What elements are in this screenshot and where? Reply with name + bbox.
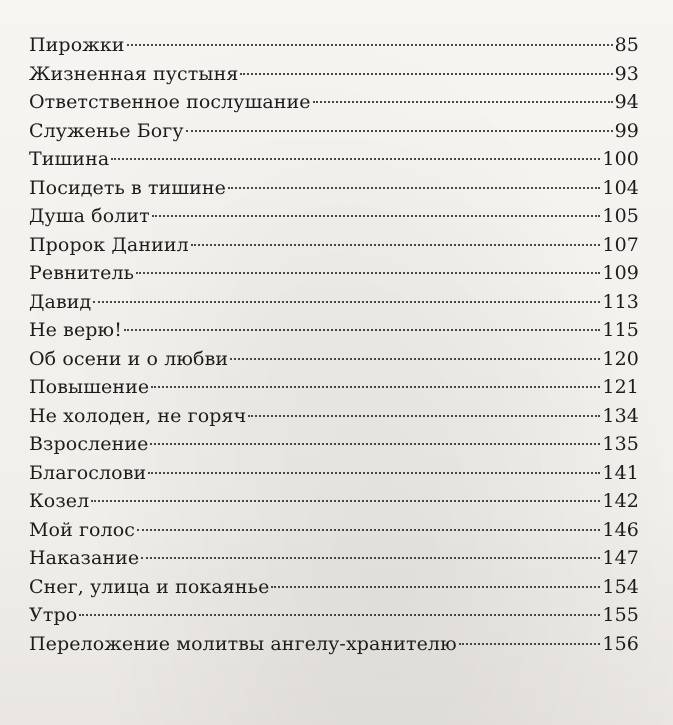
toc-title: Повышение xyxy=(29,376,150,398)
dot-leader xyxy=(137,529,600,531)
toc-title: Жизненная пустыня xyxy=(29,62,239,85)
dot-leader xyxy=(459,643,601,645)
toc-page-number: 99 xyxy=(614,119,639,142)
dot-leader xyxy=(91,500,600,502)
toc-page-number: 105 xyxy=(602,205,639,227)
toc-title: Ответственное послушание xyxy=(29,91,311,113)
toc-row xyxy=(29,319,639,348)
toc-title: Не верю! xyxy=(29,319,122,341)
toc-title: Козел xyxy=(29,490,90,512)
toc-page-number: 154 xyxy=(602,575,639,598)
toc-row xyxy=(29,63,639,92)
toc-page-number: 142 xyxy=(602,490,639,512)
dot-leader xyxy=(228,187,600,189)
toc-row xyxy=(29,433,639,462)
toc-row xyxy=(29,120,639,149)
toc-row xyxy=(29,490,639,519)
toc-page-number: 134 xyxy=(602,404,639,427)
toc-page-number: 141 xyxy=(602,461,639,484)
toc-page-number: 85 xyxy=(614,34,639,56)
toc-title: Мой голос xyxy=(29,518,136,541)
dot-leader xyxy=(152,215,601,217)
toc-title: Душа болит xyxy=(29,205,150,227)
toc-row xyxy=(29,576,639,605)
toc-page-number: 135 xyxy=(602,433,639,455)
dot-leader xyxy=(191,244,601,246)
toc-page-number: 113 xyxy=(602,290,639,313)
toc-title: Об осени и о любви xyxy=(29,347,229,370)
toc-title: Благослови xyxy=(29,461,147,484)
dot-leader xyxy=(151,386,600,388)
dot-leader xyxy=(79,614,600,616)
toc-page-number: 100 xyxy=(602,148,639,170)
dot-leader xyxy=(124,329,600,331)
toc-title: Снег, улица и покаянье xyxy=(29,575,270,598)
toc-row xyxy=(29,262,639,291)
toc-title: Ревнитель xyxy=(29,262,135,284)
dot-leader xyxy=(93,301,600,303)
toc-title: Пирожки xyxy=(29,34,125,56)
dot-leader xyxy=(148,472,600,474)
toc-row xyxy=(29,376,639,405)
dot-leader xyxy=(240,73,612,75)
dot-leader xyxy=(136,272,600,274)
toc-row xyxy=(29,91,639,120)
toc-row xyxy=(29,177,639,206)
toc-title: Утро xyxy=(29,604,78,626)
toc-row xyxy=(29,348,639,377)
dot-leader xyxy=(230,358,600,360)
toc-title: Наказание xyxy=(29,547,140,569)
toc-page-number: 93 xyxy=(614,62,639,85)
toc-page-number: 155 xyxy=(602,604,639,626)
toc-page-number: 146 xyxy=(602,518,639,541)
toc-page-number: 94 xyxy=(614,91,639,113)
table-of-contents xyxy=(29,34,639,661)
toc-row xyxy=(29,405,639,434)
dot-leader xyxy=(141,557,600,559)
toc-title: Служенье Богу xyxy=(29,119,184,142)
toc-row xyxy=(29,604,639,633)
toc-page-number: 115 xyxy=(602,319,639,341)
dot-leader xyxy=(150,443,600,445)
dot-leader xyxy=(186,130,613,132)
toc-page-number: 109 xyxy=(602,262,639,284)
toc-page-number: 121 xyxy=(602,376,639,398)
toc-title: Не холоден, не горяч xyxy=(29,404,247,427)
toc-row xyxy=(29,148,639,177)
toc-row xyxy=(29,234,639,263)
toc-title: Пророк Даниил xyxy=(29,233,189,256)
dot-leader xyxy=(111,158,600,160)
toc-page-number: 104 xyxy=(602,176,639,199)
dot-leader xyxy=(248,415,600,417)
toc-page-number: 120 xyxy=(602,347,639,370)
dot-leader xyxy=(127,44,613,46)
toc-page-number: 147 xyxy=(602,547,639,569)
toc-row xyxy=(29,291,639,320)
toc-row xyxy=(29,633,639,662)
toc-row xyxy=(29,462,639,491)
toc-row xyxy=(29,34,639,63)
toc-title: Взросление xyxy=(29,433,149,455)
toc-row xyxy=(29,519,639,548)
toc-title: Тишина xyxy=(29,148,110,170)
toc-row xyxy=(29,547,639,576)
toc-title: Давид xyxy=(29,290,92,313)
dot-leader xyxy=(313,101,613,103)
toc-row xyxy=(29,205,639,234)
toc-page-number: 107 xyxy=(602,233,639,256)
toc-page-number: 156 xyxy=(602,632,639,655)
toc-title: Переложение молитвы ангелу-хранителю xyxy=(29,632,457,655)
dot-leader xyxy=(271,586,600,588)
toc-title: Посидеть в тишине xyxy=(29,176,226,199)
